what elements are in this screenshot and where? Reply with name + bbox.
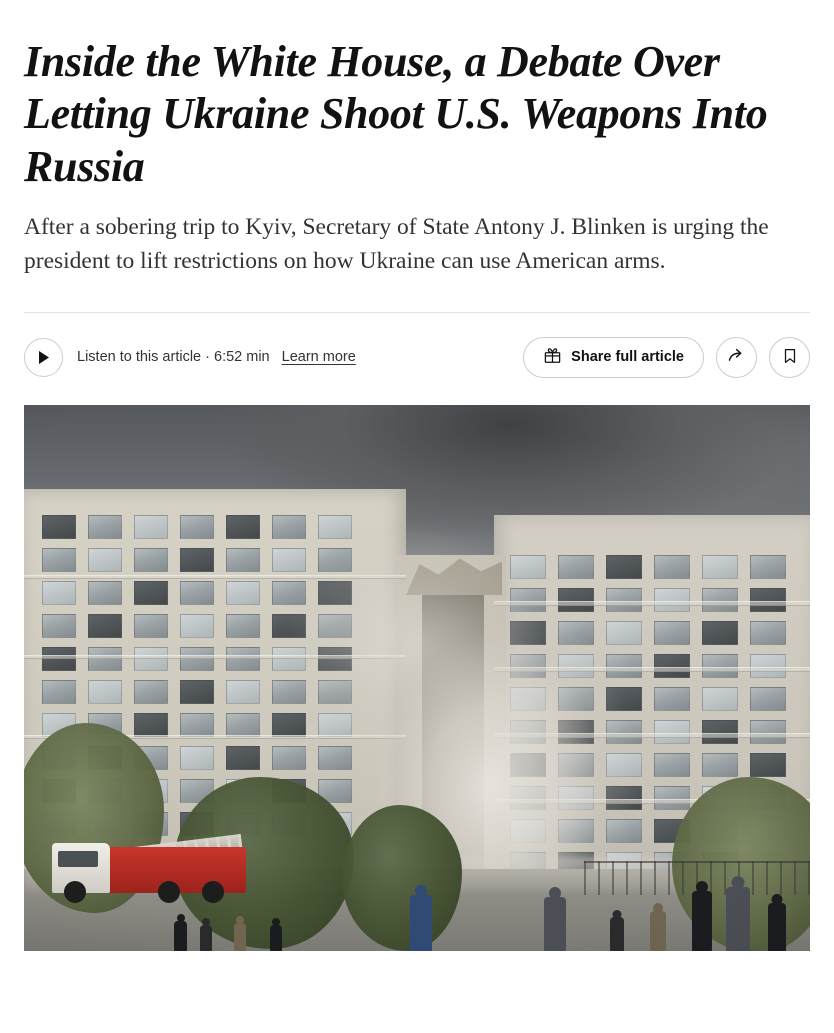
divider (24, 312, 810, 313)
article-toolbar (24, 335, 810, 379)
share-full-article-button[interactable] (523, 337, 704, 378)
bystander (650, 911, 666, 951)
bystander (610, 917, 624, 951)
gift-icon (543, 346, 562, 368)
bystander (410, 895, 432, 951)
fire-truck (46, 829, 246, 905)
share-full-article-label: Share full article (571, 349, 684, 366)
bystander (174, 921, 187, 951)
learn-more-link[interactable]: Learn more (281, 349, 356, 366)
article-summary: After a sobering trip to Kyiv, Secretary of State Antony J. Blinken is urging the president to lift restrictions on how Ukraine can use American arms. (24, 214, 769, 274)
action-buttons (523, 337, 810, 378)
bookmark-icon (781, 347, 799, 368)
bystander (270, 925, 282, 951)
audio-player (24, 338, 356, 377)
share-button[interactable] (716, 337, 757, 378)
save-button[interactable] (769, 337, 810, 378)
share-arrow-icon (727, 346, 747, 369)
hero-image (24, 405, 810, 951)
page-title: Inside the White House, a Debate Over Letting Ukraine Shoot U.S. Weapons Into Russia (24, 37, 768, 191)
listen-duration-label: Listen to this article · 6:52 min (77, 349, 270, 366)
bystander (768, 903, 786, 951)
bystander (726, 887, 750, 951)
bystander (692, 891, 712, 951)
play-icon-button[interactable] (24, 338, 63, 377)
tree (342, 805, 462, 951)
bystander (234, 923, 246, 951)
play-icon (37, 350, 50, 365)
bystander (200, 925, 212, 951)
bystander (544, 897, 566, 951)
